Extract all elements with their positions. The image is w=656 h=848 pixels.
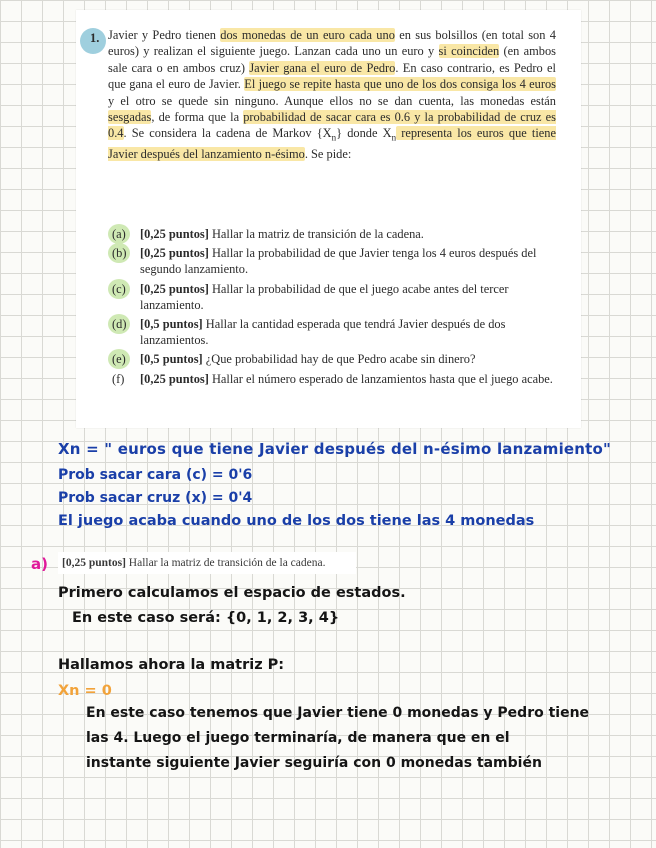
statement-text: Javier y Pedro tienen (108, 28, 221, 42)
note-state-space-intro: Primero calculamos el espacio de estados. (58, 585, 406, 601)
subquestion-item (112, 281, 558, 313)
subquestion-points: [0,25 puntos] (140, 371, 209, 386)
subquestion-label: (d) (112, 317, 127, 332)
note-state-space: En este caso será: {0, 1, 2, 3, 4} (72, 610, 340, 626)
problem-statement (108, 27, 556, 163)
note-state-zero: Xn = 0 (58, 683, 112, 699)
subquestion-text: Hallar la probabilidad de que Javier tenga los 4 euros después del segundo lanzamiento. (140, 246, 537, 277)
statement-text: en sus bolsillos (en total son 4 euros) y realizan el siguiente juego. Lanzan cada uno un euro y (108, 28, 556, 59)
subquestion-text: ¿Que probabilidad hay de que Pedro acabe sin dinero? (202, 352, 476, 367)
highlighted-text: probabilidad de sacar cara es 0.6 y la probabilidad de cruz es 0.4 (108, 110, 556, 141)
subquestion-item (112, 371, 558, 387)
subquestion-text: Hallar el número esperado de lanzamientos hasta que el juego acabe. (208, 371, 553, 386)
subquestion-label: (b) (112, 246, 127, 261)
note-prob-cara: Prob sacar cara (c) = 0'6 (58, 467, 253, 483)
subquestion-label: (f) (112, 371, 125, 386)
subquestion-points: [0,25 puntos] (140, 246, 209, 261)
statement-text: y el otro se quede sin ninguno. Aunque ellos no se dan cuenta, las monedas están (108, 93, 556, 108)
statement-text: . En caso contrario, es Pedro el que gana el euro de Javier. (108, 60, 556, 92)
subquestion-label: (c) (112, 281, 126, 296)
note-case-zero-line3: instante siguiente Javier seguiría con 0 monedas también (86, 755, 542, 771)
note-case-zero-line2: las 4. Luego el juego terminaría, de manera que en el (86, 730, 510, 746)
subquestion-label: (a) (112, 227, 126, 241)
statement-text: } donde X (336, 126, 392, 141)
subquestion-points: [0,25 puntos] (140, 281, 209, 296)
note-definition-xn: Xn = " euros que tiene Javier después del n-ésimo lanzamiento" (58, 440, 612, 458)
highlighted-text: sesgadas (108, 110, 152, 125)
statement-text: (en ambos sale cara o en ambos cruz) (108, 44, 557, 75)
subquestion-text: Hallar la matriz de transición de la cadena. (208, 227, 424, 241)
subquestion-list (112, 226, 558, 390)
part-a-label: a) (31, 555, 48, 573)
subquestion-text: Hallar la probabilidad de que el juego acabe antes del tercer lanzamiento. (140, 281, 509, 312)
subquestion-label: (e) (112, 352, 126, 367)
highlighted-text: representa los euros que tiene Javier después del lanzamiento n-ésimo (108, 126, 556, 162)
subquestion-item (112, 245, 558, 277)
statement-text: . Se considera la cadena de Markov {X (123, 126, 332, 141)
subquestion-points: [0,25 puntos] (140, 227, 209, 241)
note-game-end: El juego acaba cuando uno de los dos tiene las 4 monedas (58, 513, 535, 529)
highlighted-text: dos monedas de un euro cada uno (220, 28, 395, 42)
pasted-question-a: [0,25 puntos] Hallar la matriz de transición de la cadena. (62, 557, 326, 569)
problem-number: 1. (90, 31, 100, 45)
statement-text: , de forma que la (151, 110, 244, 125)
subquestion-item (112, 316, 558, 348)
statement-text: n (331, 132, 337, 143)
subquestion-points: [0,5 puntos] (140, 317, 203, 332)
highlighted-text: si coinciden (438, 44, 500, 59)
subquestion-item (112, 351, 558, 367)
note-prob-cruz: Prob sacar cruz (x) = 0'4 (58, 490, 253, 506)
highlighted-text: El juego se repite hasta que uno de los dos consiga los 4 euros (244, 77, 556, 92)
subquestion-item (112, 226, 558, 242)
subquestion-points: [0,5 puntos] (140, 352, 203, 367)
statement-text: . Se pide: (304, 147, 352, 162)
note-matrix-intro: Hallamos ahora la matriz P: (58, 657, 285, 673)
note-case-zero-line1: En este caso tenemos que Javier tiene 0 monedas y Pedro tiene (86, 705, 590, 721)
subquestion-text: Hallar la cantidad esperada que tendrá Javier después de dos lanzamientos. (140, 317, 506, 348)
statement-text: n (391, 132, 397, 143)
highlighted-text: Javier gana el euro de Pedro (249, 60, 396, 75)
